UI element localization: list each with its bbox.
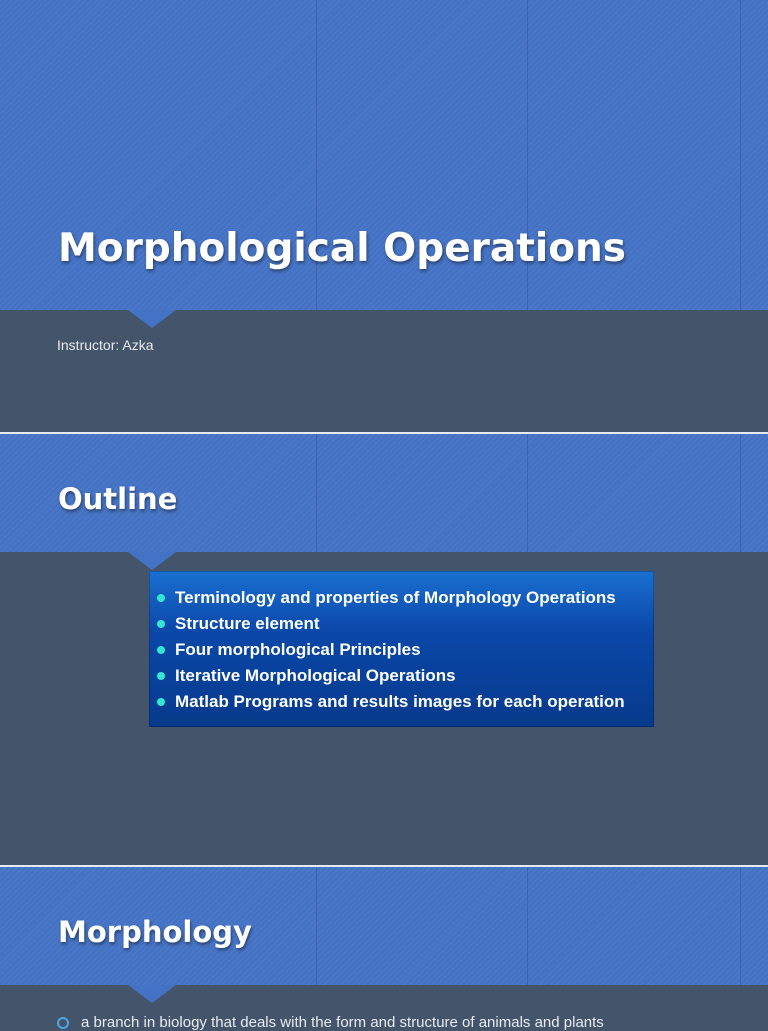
list-item: Matlab Programs and results images for each operation	[157, 689, 654, 715]
slide-subtitle: Instructor: Azka	[57, 337, 154, 353]
header-notch	[128, 985, 176, 1003]
decorative-line	[740, 434, 741, 552]
header-notch	[128, 552, 176, 570]
morphology-definition: a branch in biology that deals with the form and structure of animals and plants	[57, 1014, 604, 1031]
slide-morphology	[0, 867, 768, 1024]
bullet-icon	[157, 646, 165, 654]
bullet-icon	[157, 620, 165, 628]
decorative-line	[316, 867, 317, 985]
slide-body-band	[0, 310, 768, 432]
list-item: Iterative Morphological Operations	[157, 663, 654, 689]
decorative-line	[316, 434, 317, 552]
outline-list-box	[149, 571, 654, 727]
ring-bullet-icon	[57, 1017, 69, 1029]
decorative-line	[740, 0, 741, 310]
list-item: Four morphological Principles	[157, 637, 654, 663]
header-notch	[128, 310, 176, 328]
list-item: Structure element	[157, 611, 654, 637]
slide-title-text: Morphological Operations	[58, 226, 626, 271]
bullet-icon	[157, 672, 165, 680]
outline-list	[149, 571, 654, 715]
morphology-title: Morphology	[58, 915, 252, 949]
decorative-line	[527, 434, 528, 552]
decorative-line	[740, 867, 741, 985]
outline-title: Outline	[58, 482, 178, 516]
decorative-line	[527, 867, 528, 985]
bullet-icon	[157, 698, 165, 706]
slide-title	[0, 0, 768, 432]
bullet-icon	[157, 594, 165, 602]
list-item: Terminology and properties of Morphology Operations	[157, 585, 654, 611]
